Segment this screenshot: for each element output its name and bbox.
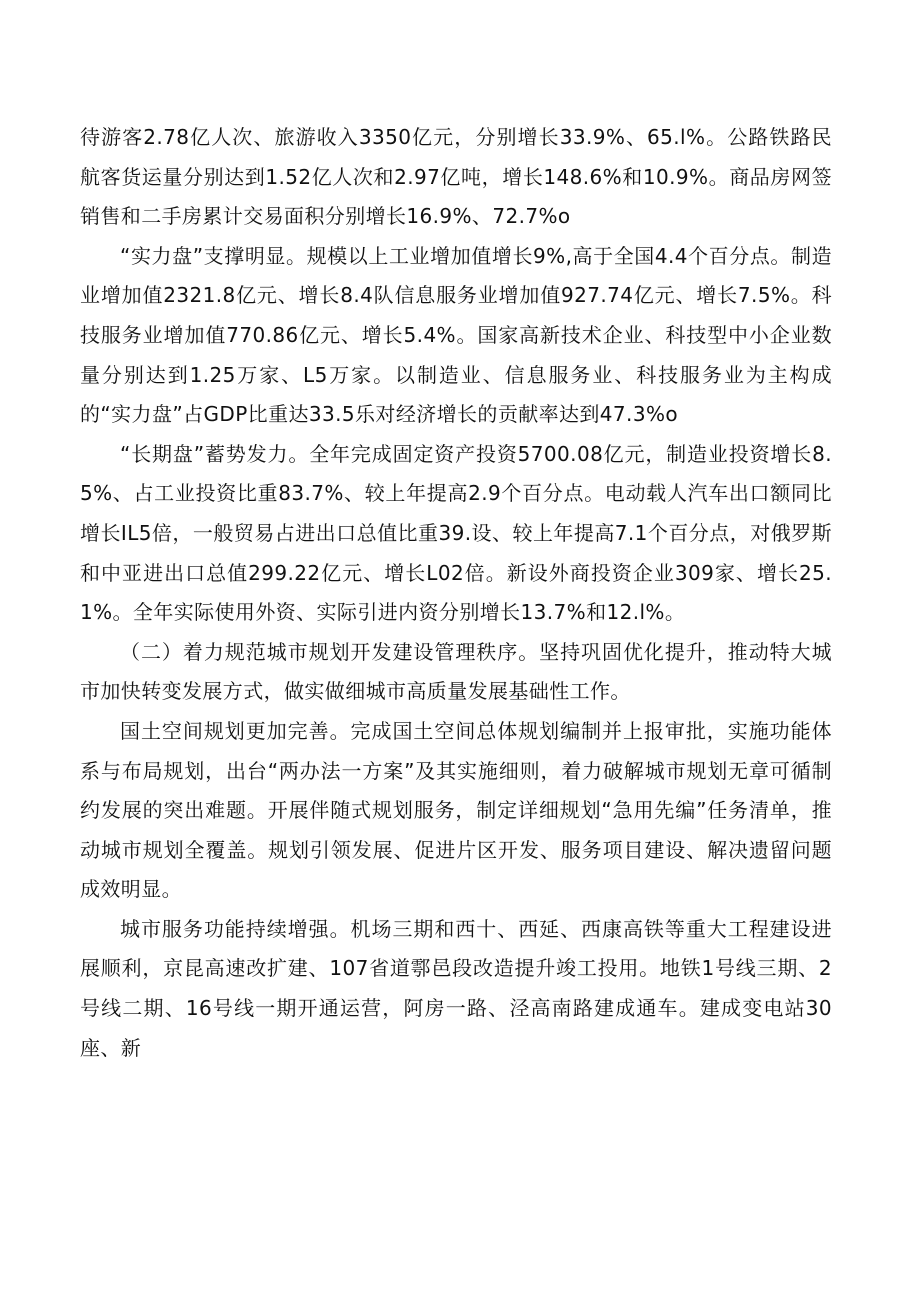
- paragraph-3: “长期盘”蓄势发力。全年完成固定资产投资5700.08亿元，制造业投资增长8.5%、占工业投资比重83.7%、较上年提高2.9个百分点。电动载人汽车出口额同比增长IL5倍，一般贸易占进出口总值比重39.设、较上年提高7.1个百分点，对俄罗斯和中亚进出口总值299.22亿元、增长L02倍。新设外商投资企业309家、增长25.1%。全年实际使用外资、实际引进内资分别增长13.7%和12.l%。: [80, 441, 832, 625]
- paragraph-5: 国土空间规划更加完善。完成国土空间总体规划编制并上报审批，实施功能体系与布局规划，出台“两办法一方案”及其实施细则，着力破解城市规划无章可循制约发展的突出难题。开展伴随式规划服务，制定详细规划“急用先编”任务清单，推动城市规划全覆盖。规划引领发展、促进片区开发、服务项目建设、解决遗留问题成效明显。: [80, 718, 832, 902]
- document-body: [80, 118, 832, 1068]
- paragraph-1: 待游客2.78亿人次、旅游收入3350亿元，分别增长33.9%、65.l%。公路铁路民航客货运量分别达到1.52亿人次和2.97亿吨，增长148.6%和10.9%。商品房网签销售和二手房累计交易面积分别增长16.9%、72.7%o: [80, 125, 832, 229]
- paragraph-4: （二）着力规范城市规划开发建设管理秩序。坚持巩固优化提升，推动特大城市加快转变发展方式，做实做细城市高质量发展基础性工作。: [80, 639, 832, 704]
- paragraph-2: “实力盘”支撑明显。规模以上工业增加值增长9%,高于全国4.4个百分点。制造业增加值2321.8亿元、增长8.4队信息服务业增加值927.74亿元、增长7.5%。科技服务业增加值770.86亿元、增长5.4%。国家高新技术企业、科技型中小企业数量分别达到1.25万家、L5万家。以制造业、信息服务业、科技服务业为主构成的“实力盘”占GDP比重达33.5乐对经济增长的贡献率达到47.3%o: [80, 243, 832, 427]
- paragraph-6: 城市服务功能持续增强。机场三期和西十、西延、西康高铁等重大工程建设进展顺利，京昆高速改扩建、107省道鄠邑段改造提升竣工投用。地铁1号线三期、2号线二期、16号线一期开通运营，阿房一路、泾高南路建成通车。建成变电站30座、新: [80, 916, 832, 1060]
